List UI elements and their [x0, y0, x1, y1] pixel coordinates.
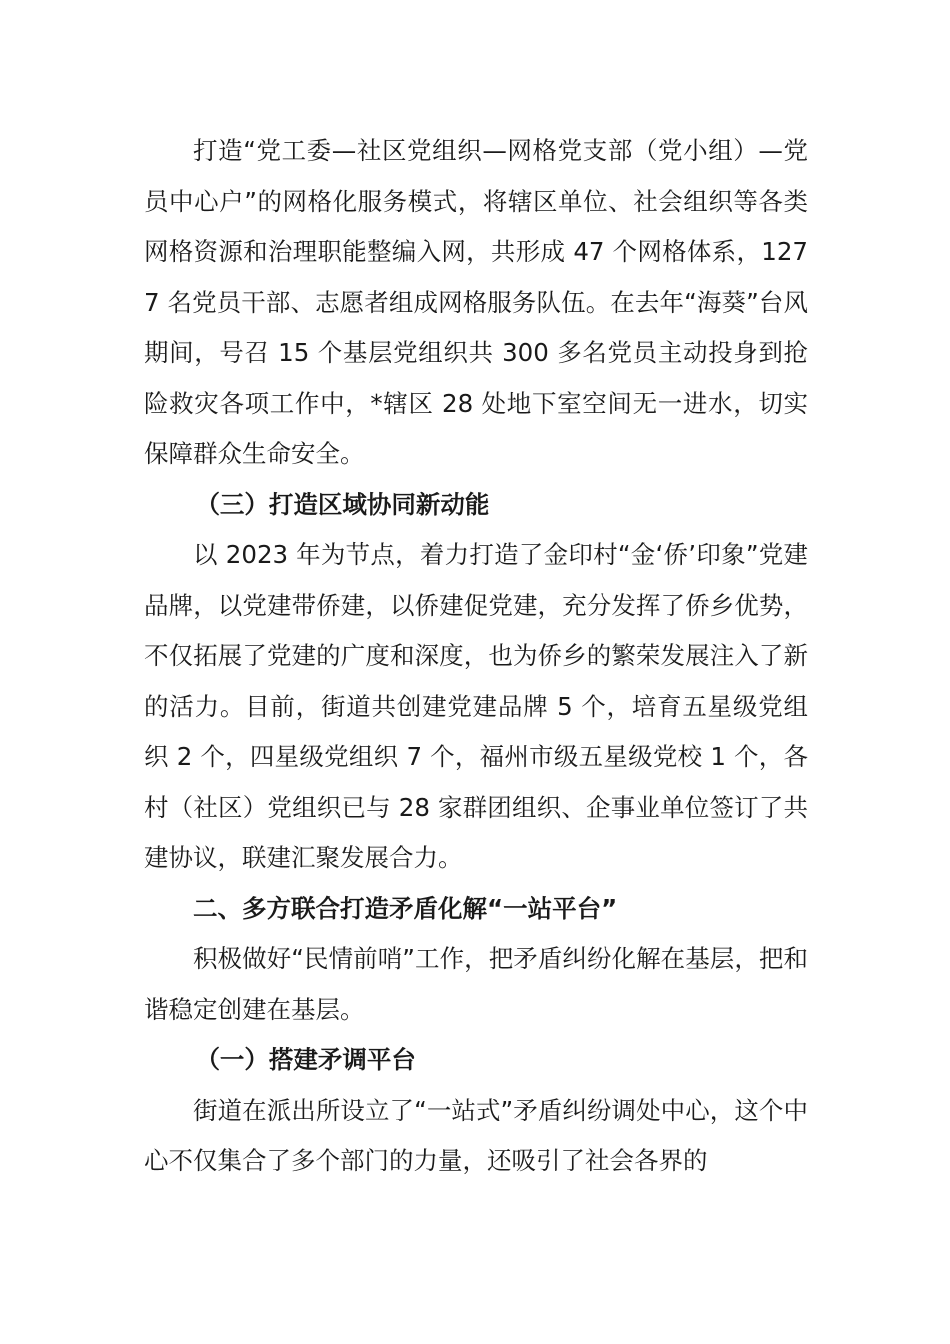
paragraph-mediation-center: 街道在派出所设立了“一站式”矛盾纠纷调处中心，这个中心不仅集合了多个部门的力量，还吸引了社会各界的	[144, 1095, 808, 1175]
subheading-regional-synergy: （三）打造区域协同新动能	[195, 489, 490, 519]
document-page	[144, 126, 808, 1187]
paragraph-grid-service: 打造“党工委—社区党组织—网格党支部（党小组）—党员中心户”的网格化服务模式，将辖区单位、社会组织等各类网格资源和治理职能整编入网，共形成 47 个网格体系，1277 名党员干部、志愿者组成网格服务队伍。在去年“海葵”台风期间，号召 15 个基层党组织共 300 多名党员主动投身到抢险救灾各项工作中，*辖区 28 处地下室空间无一进水，切实保障群众生命安全。	[144, 136, 808, 468]
paragraph-frontline: 积极做好“民情前哨”工作，把矛盾纠纷化解在基层，把和谐稳定创建在基层。	[144, 944, 808, 1024]
paragraph-party-brand: 以 2023 年为节点，着力打造了金印村“金‘侨’印象”党建品牌，以党建带侨建，以侨建促党建，充分发挥了侨乡优势，不仅拓展了党建的广度和深度，也为侨乡的繁荣发展注入了新的活力。目前，街道共创建党建品牌 5 个，培育五星级党组织 2 个，四星级党组织 7 个，福州市级五星级党校 1 个，各村（社区）党组织已与 28 家群团组织、企事业单位签订了共建协议，联建汇聚发展合力。	[144, 540, 808, 872]
subheading-mediation-platform: （一）搭建矛调平台	[195, 1045, 416, 1074]
heading-conflict-platform: 二、多方联合打造矛盾化解“一站平台”	[193, 893, 618, 923]
